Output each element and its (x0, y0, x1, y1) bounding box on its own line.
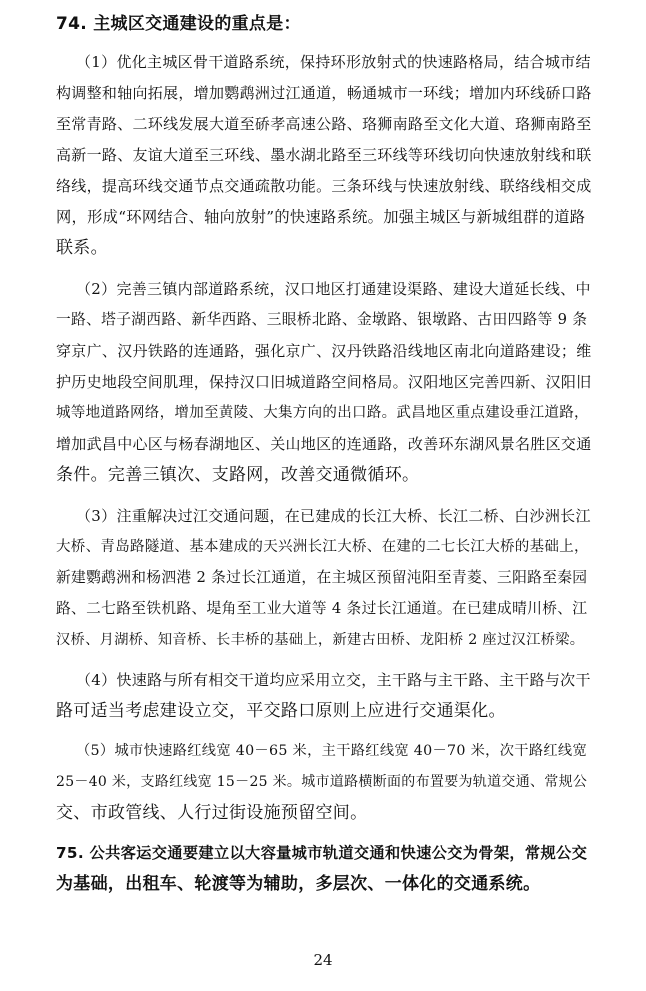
text-line: 交、市政管线、人行过街设施预留空间。 (56, 803, 368, 823)
text-line: 条件。完善三镇次、支路网，改善交通微循环。 (56, 465, 420, 485)
text-line: 为基础，出租车、轮渡等为辅助，多层次、一体化的交通系统。 (56, 874, 541, 894)
text-line: 路、二七路至铁机路、堤角至工业大道等 4 条过长江通道。在已建成晴川桥、江 (56, 600, 588, 617)
text-line: 联系。 (56, 238, 108, 258)
text-line: 护历史地段空间肌理，保持汉口旧城道路空间格局。汉阳地区完善四新、汉阳旧 (56, 373, 592, 391)
text-line: 高新一路、友谊大道至三环线、墨水湖北路至三环线等环线切向快速放射线和联 (56, 146, 592, 164)
text-line: （3）注重解决过江交通问题，在已建成的长江大桥、长江二桥、白沙洲长江 (76, 507, 591, 525)
text-line: 增加武昌中心区与杨春湖地区、关山地区的连通路，改善环东湖风景名胜区交通 (56, 435, 592, 453)
text-line: 25－40 米，支路红线宽 15－25 米。城市道路横断面的布置要为轨道交通、常规公 (56, 774, 588, 790)
text-line: 至常青路、二环线发展大道至硚孝高速公路、珞狮南路至文化大道、珞狮南路至 (56, 115, 592, 133)
text-line: 络线，提高环线交通节点交通疏散功能。三条环线与快速放射线、联络线相交成 (56, 177, 592, 195)
text-line: 新建鹦鹉洲和杨泗港 2 条过长江通道，在主城区预留沌阳至青菱、三阳路至秦园 (56, 569, 588, 586)
text-line: 城等地道路网络，增加至黄陵、大集方向的出口路。武昌地区重点建设垂江道路， (56, 405, 589, 421)
text-line: 一路、塔子湖西路、新华西路、三眼桥北路、金墩路、银墩路、古田四路等 9 条 (56, 311, 588, 328)
text-line: 大桥、青岛路隧道、基本建成的天兴洲长江大桥、在建的二七长江大桥的基础上， (56, 539, 589, 555)
text-line: （1）优化主城区骨干道路系统，保持环形放射式的快速路格局，结合城市结 (76, 53, 591, 71)
text-line: 穿京广、汉丹铁路的连通路，强化京广、汉丹铁路沿线地区南北向道路建设；维 (56, 342, 592, 360)
section-heading-74: 74. 主城区交通建设的重点是： (56, 14, 301, 34)
text-line: （5）城市快速路红线宽 40－65 米，主干路红线宽 40－70 米，次干路红线宽 (76, 743, 588, 759)
page-number: 24 (313, 951, 333, 969)
text-line: （2）完善三镇内部道路系统，汉口地区打通建设渠路、建设大道延长线、中 (76, 280, 591, 298)
text-line: 网，形成“环网结合、轴向放射”的快速路系统。加强主城区与新城组群的道路 (56, 208, 586, 226)
text-line: 75. 公共客运交通要建立以大容量城市轨道交通和快速公交为骨架，常规公交 (56, 844, 588, 862)
text-line: 汉桥、月湖桥、知音桥、长丰桥的基础上，新建古田桥、龙阳桥 2 座过汉江桥梁。 (56, 632, 585, 648)
text-line: （4）快速路与所有相交干道均应采用立交，主干路与主干路、主干路与次干 (76, 671, 591, 689)
text-line: 构调整和轴向拓展，增加鹦鹉洲过江通道，畅通城市一环线；增加内环线硚口路 (56, 84, 592, 102)
text-line: 路可适当考虑建设立交，平交路口原则上应进行交通渠化。 (56, 701, 506, 721)
